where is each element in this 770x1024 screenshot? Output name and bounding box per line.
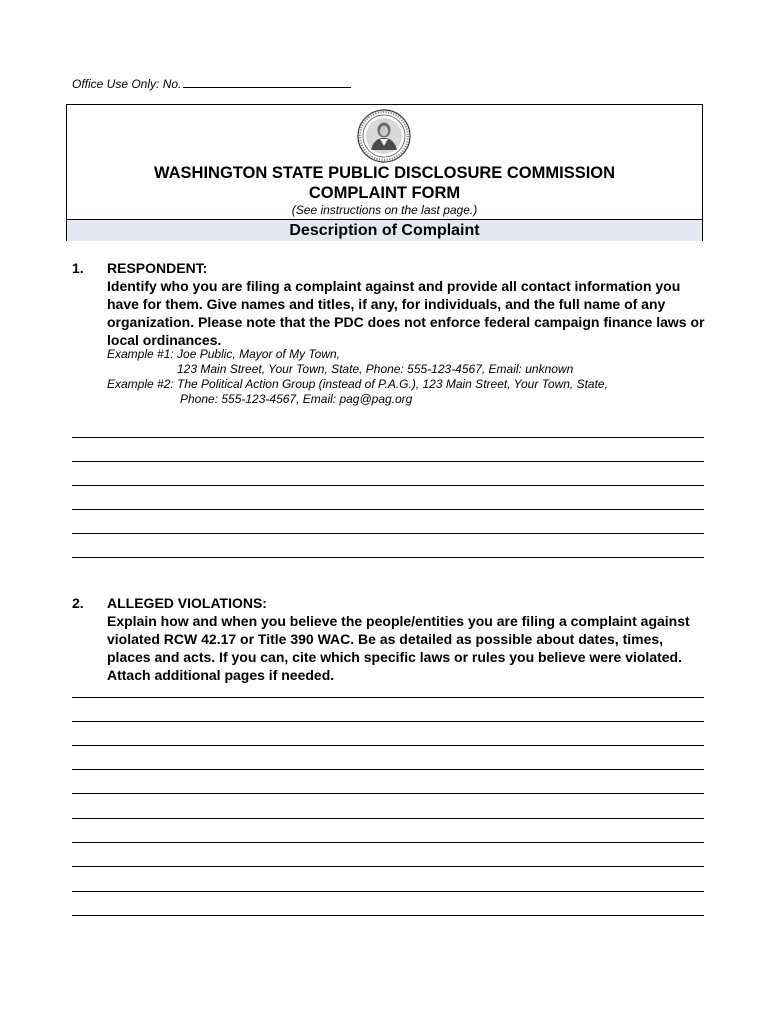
violations-answer-line[interactable] — [72, 745, 704, 746]
office-use-only — [72, 75, 351, 91]
violations-answer-line[interactable] — [72, 891, 704, 892]
section-number: 1. — [72, 260, 84, 276]
example-2-line-1: Example #2: The Political Action Group (instead of P.A.G.), 123 Main Street, Your Town, State, — [107, 377, 608, 391]
violations-answer-line[interactable] — [72, 769, 704, 770]
section-instructions: Explain how and when you believe the people/entities you are filing a complaint against violated RCW 42.17 or Title 390 WAC. Be as detailed as possible about dates, times, places and acts. If you can, cite which specific laws or rules you believe were violated. Attach additional pages if needed. — [107, 613, 690, 683]
section-bar-description: Description of Complaint — [67, 219, 702, 241]
office-use-number-field[interactable] — [183, 75, 351, 88]
office-use-label: Office Use Only: No. — [72, 77, 182, 91]
respondent-answer-line[interactable] — [72, 461, 704, 462]
section-heading: ALLEGED VIOLATIONS: — [107, 595, 267, 611]
instructions-note: (See instructions on the last page.) — [291, 203, 478, 217]
violations-answer-line[interactable] — [72, 842, 704, 843]
title-complaint-form: COMPLAINT FORM — [308, 184, 461, 202]
form-header — [66, 104, 703, 241]
section-heading: RESPONDENT: — [107, 260, 208, 276]
respondent-examples — [107, 347, 707, 407]
example-2-line-2: Phone: 555-123-4567, Email: pag@pag.org — [180, 392, 413, 406]
respondent-answer-line[interactable] — [72, 533, 704, 534]
violations-answer-line[interactable] — [72, 721, 704, 722]
state-seal-icon — [356, 108, 412, 164]
section-number: 2. — [72, 595, 84, 611]
respondent-answer-line[interactable] — [72, 485, 704, 486]
violations-answer-line[interactable] — [72, 915, 704, 916]
violations-answer-line[interactable] — [72, 866, 704, 867]
section-instructions: Identify who you are filing a complaint against and provide all contact information you have for them. Give names and titles, if any, for individuals, and the full name of any organization. Please note that the PDC does not enforce federal campaign finance laws or local ordinances. — [107, 278, 705, 348]
respondent-answer-line[interactable] — [72, 557, 704, 558]
violations-answer-line[interactable] — [72, 818, 704, 819]
violations-answer-line[interactable] — [72, 793, 704, 794]
respondent-answer-line[interactable] — [72, 437, 704, 438]
example-1-line-2: 123 Main Street, Your Town, State, Phone: 555-123-4567, Email: unknown — [177, 362, 574, 376]
title-commission: WASHINGTON STATE PUBLIC DISCLOSURE COMMISSION — [153, 164, 616, 182]
respondent-answer-line[interactable] — [72, 509, 704, 510]
example-1-line-1: Example #1: Joe Public, Mayor of My Town, — [107, 347, 340, 361]
violations-answer-line[interactable] — [72, 697, 704, 698]
